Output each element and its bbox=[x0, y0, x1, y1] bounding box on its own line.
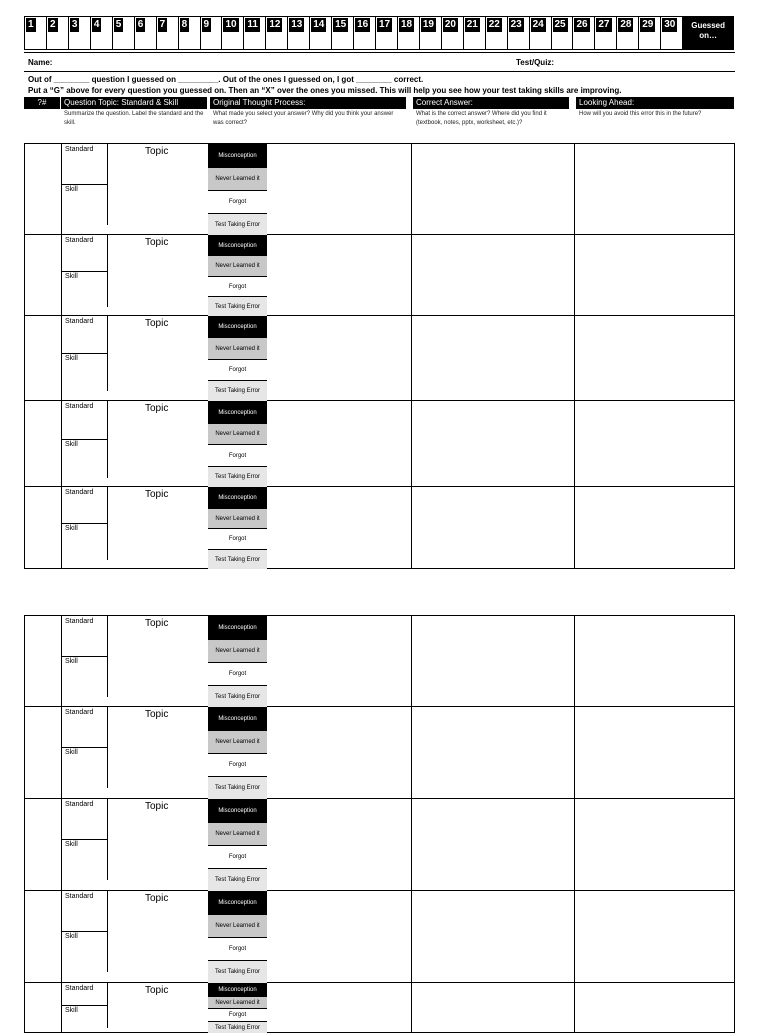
name-label: Name: bbox=[28, 58, 53, 67]
column-divider bbox=[61, 401, 62, 486]
cell-divider bbox=[61, 839, 107, 840]
error-type-never-learned-it[interactable]: Never Learned it bbox=[208, 730, 267, 753]
question-number-cell[interactable] bbox=[310, 17, 332, 49]
question-number: 5 bbox=[115, 19, 122, 30]
question-number: 19 bbox=[422, 19, 434, 30]
error-type-forgot[interactable]: Forgot bbox=[208, 753, 267, 776]
guessed-on-cell bbox=[683, 17, 733, 49]
topic-label: Topic bbox=[145, 489, 169, 500]
skill-label: Skill bbox=[65, 186, 78, 193]
question-number: 9 bbox=[203, 19, 210, 30]
cell-divider bbox=[107, 523, 108, 560]
error-type-test-taking-error[interactable]: Test Taking Error bbox=[208, 466, 267, 487]
question-row bbox=[24, 235, 735, 316]
error-type-test-taking-error[interactable]: Test Taking Error bbox=[208, 296, 267, 316]
question-number-cell[interactable] bbox=[508, 17, 530, 49]
topic-label: Topic bbox=[145, 403, 169, 414]
column-divider bbox=[61, 144, 62, 234]
question-number: 28 bbox=[620, 19, 632, 30]
cell-divider bbox=[107, 235, 108, 271]
question-row bbox=[24, 143, 735, 235]
column-divider bbox=[574, 616, 575, 706]
question-row bbox=[24, 487, 735, 569]
question-number: 11 bbox=[247, 19, 258, 30]
column-title: Question Topic: Standard & Skill bbox=[61, 97, 207, 109]
error-type-test-taking-error[interactable]: Test Taking Error bbox=[208, 549, 267, 569]
question-number: 21 bbox=[466, 19, 478, 30]
cell-divider bbox=[61, 931, 107, 932]
standard-label: Standard bbox=[65, 985, 94, 992]
column-divider bbox=[574, 707, 575, 798]
cell-divider bbox=[107, 799, 108, 839]
guessed-on-label: Guessed on… bbox=[691, 21, 726, 40]
column-divider bbox=[574, 235, 575, 315]
standard-label: Standard bbox=[65, 709, 94, 716]
skill-label: Skill bbox=[65, 658, 78, 665]
column-title: Original Thought Process: bbox=[210, 97, 406, 109]
standard-label: Standard bbox=[65, 489, 94, 496]
question-number-cell[interactable] bbox=[639, 17, 661, 49]
question-number-cell[interactable] bbox=[91, 17, 113, 49]
question-number-cell[interactable] bbox=[266, 17, 288, 49]
column-title: ?# bbox=[24, 97, 60, 109]
column-divider bbox=[411, 983, 412, 1032]
question-number: 14 bbox=[313, 19, 325, 30]
question-number-cell[interactable] bbox=[552, 17, 574, 49]
question-number-cell[interactable] bbox=[595, 17, 617, 49]
column-divider bbox=[61, 487, 62, 568]
question-number: 3 bbox=[71, 19, 78, 30]
cell-divider bbox=[107, 487, 108, 523]
column-divider bbox=[411, 707, 412, 798]
skill-label: Skill bbox=[65, 273, 78, 280]
question-number-cell[interactable] bbox=[354, 17, 376, 49]
cell-divider bbox=[107, 983, 108, 1005]
question-number: 25 bbox=[554, 19, 566, 30]
skill-label: Skill bbox=[65, 933, 78, 940]
question-number: 1 bbox=[28, 19, 34, 30]
question-row bbox=[24, 707, 735, 799]
column-divider bbox=[411, 144, 412, 234]
question-number: 2 bbox=[49, 19, 56, 30]
question-number: 7 bbox=[159, 19, 166, 30]
cell-divider bbox=[107, 656, 108, 697]
question-number: 24 bbox=[532, 19, 544, 30]
cell-divider bbox=[107, 891, 108, 931]
question-number: 15 bbox=[335, 19, 347, 30]
question-number-cell[interactable] bbox=[222, 17, 244, 49]
standard-label: Standard bbox=[65, 146, 94, 153]
standard-label: Standard bbox=[65, 618, 94, 625]
question-number-cell[interactable] bbox=[288, 17, 310, 49]
column-divider bbox=[411, 799, 412, 890]
topic-label: Topic bbox=[145, 318, 169, 329]
column-divider bbox=[574, 983, 575, 1032]
skill-label: Skill bbox=[65, 355, 78, 362]
question-number: 26 bbox=[576, 19, 588, 30]
topic-label: Topic bbox=[145, 985, 169, 996]
column-subtitle: How will you avoid this error this in the future? bbox=[579, 111, 702, 117]
cell-divider bbox=[107, 707, 108, 747]
question-number: 6 bbox=[137, 19, 144, 30]
error-type-forgot[interactable]: Forgot bbox=[208, 1008, 267, 1021]
cell-divider bbox=[107, 1005, 108, 1028]
topic-label: Topic bbox=[145, 709, 169, 720]
column-divider bbox=[574, 316, 575, 400]
error-type-never-learned-it[interactable]: Never Learned it bbox=[208, 423, 267, 444]
divider bbox=[24, 52, 735, 53]
question-number-cell[interactable] bbox=[113, 17, 135, 49]
error-type-never-learned-it[interactable]: Never Learned it bbox=[208, 996, 267, 1008]
cell-divider bbox=[107, 184, 108, 225]
question-number-cell[interactable] bbox=[573, 17, 595, 49]
question-number-cell[interactable] bbox=[179, 17, 201, 49]
error-type-misconception[interactable]: Misconception bbox=[208, 487, 267, 508]
error-type-misconception[interactable]: Misconception bbox=[208, 799, 267, 822]
cell-divider bbox=[107, 401, 108, 439]
question-number: 13 bbox=[291, 19, 303, 30]
cell-divider bbox=[61, 1005, 107, 1006]
question-row bbox=[24, 983, 735, 1033]
cell-divider bbox=[107, 353, 108, 391]
column-header-number bbox=[24, 97, 60, 143]
instruction-guess-count: Out of ________ question I guessed on _________. Out of the ones I guessed on, I got ________ correct. bbox=[28, 75, 424, 84]
question-number-cell[interactable] bbox=[661, 17, 683, 49]
error-type-misconception[interactable]: Misconception bbox=[208, 144, 267, 167]
standard-label: Standard bbox=[65, 801, 94, 808]
column-divider bbox=[61, 983, 62, 1032]
question-number-cell[interactable] bbox=[464, 17, 486, 49]
column-divider bbox=[411, 401, 412, 486]
standard-label: Standard bbox=[65, 893, 94, 900]
column-header-thought bbox=[210, 97, 406, 143]
cell-divider bbox=[61, 184, 107, 185]
error-type-never-learned-it[interactable]: Never Learned it bbox=[208, 914, 267, 937]
cell-divider bbox=[61, 271, 107, 272]
question-row bbox=[24, 891, 735, 983]
skill-label: Skill bbox=[65, 841, 78, 848]
error-type-test-taking-error[interactable]: Test Taking Error bbox=[208, 685, 267, 708]
question-number-cell[interactable] bbox=[420, 17, 442, 49]
question-number: 30 bbox=[664, 19, 676, 30]
error-type-misconception[interactable]: Misconception bbox=[208, 983, 267, 996]
error-type-test-taking-error[interactable]: Test Taking Error bbox=[208, 960, 267, 983]
error-type-test-taking-error[interactable]: Test Taking Error bbox=[208, 776, 267, 799]
error-type-forgot[interactable]: Forgot bbox=[208, 662, 267, 685]
error-type-never-learned-it[interactable]: Never Learned it bbox=[208, 337, 267, 359]
column-subtitle: What made you select your answer? Why did you think your answer was correct? bbox=[213, 111, 394, 126]
column-title: Correct Answer: bbox=[413, 97, 569, 109]
skill-label: Skill bbox=[65, 1007, 78, 1014]
column-divider bbox=[411, 235, 412, 315]
divider bbox=[24, 71, 735, 72]
error-type-forgot[interactable]: Forgot bbox=[208, 276, 267, 296]
question-number-cell[interactable] bbox=[157, 17, 179, 49]
question-number-strip bbox=[24, 16, 734, 50]
error-type-test-taking-error[interactable]: Test Taking Error bbox=[208, 1021, 267, 1033]
question-row bbox=[24, 615, 735, 707]
topic-label: Topic bbox=[145, 618, 169, 629]
question-number-cell[interactable] bbox=[47, 17, 69, 49]
cell-divider bbox=[61, 523, 107, 524]
question-number: 18 bbox=[400, 19, 413, 30]
column-divider bbox=[411, 616, 412, 706]
topic-label: Topic bbox=[145, 893, 169, 904]
standard-label: Standard bbox=[65, 403, 94, 410]
question-number-cell[interactable] bbox=[135, 17, 157, 49]
question-row bbox=[24, 316, 735, 401]
topic-label: Topic bbox=[145, 237, 169, 248]
error-type-never-learned-it[interactable]: Never Learned it bbox=[208, 822, 267, 845]
question-number-cell[interactable] bbox=[376, 17, 398, 49]
question-number-cell[interactable] bbox=[442, 17, 464, 49]
question-row bbox=[24, 799, 735, 891]
column-header-ahead bbox=[576, 97, 734, 143]
instruction-mark-questions: Put a “G” above for every question you guessed on. Then an “X” over the ones you missed. This will help you see how your test taking skills are improving. bbox=[28, 86, 622, 95]
column-divider bbox=[574, 144, 575, 234]
error-type-never-learned-it[interactable]: Never Learned it bbox=[208, 255, 267, 276]
question-number-cell[interactable] bbox=[201, 17, 223, 49]
question-number: 23 bbox=[510, 19, 522, 30]
error-type-test-taking-error[interactable]: Test Taking Error bbox=[208, 868, 267, 891]
column-divider bbox=[411, 316, 412, 400]
question-number-cell[interactable] bbox=[69, 17, 91, 49]
column-divider bbox=[61, 316, 62, 400]
standard-label: Standard bbox=[65, 318, 94, 325]
error-type-misconception[interactable]: Misconception bbox=[208, 891, 267, 914]
error-type-forgot[interactable]: Forgot bbox=[208, 444, 267, 466]
skill-label: Skill bbox=[65, 749, 78, 756]
question-number-cell[interactable] bbox=[332, 17, 354, 49]
question-number: 4 bbox=[93, 19, 100, 30]
question-number-cell[interactable] bbox=[617, 17, 639, 49]
column-header-topic bbox=[61, 97, 207, 143]
error-type-forgot[interactable]: Forgot bbox=[208, 528, 267, 549]
topic-label: Topic bbox=[145, 801, 169, 812]
error-type-forgot[interactable]: Forgot bbox=[208, 190, 267, 213]
error-type-misconception[interactable]: Misconception bbox=[208, 707, 267, 730]
column-divider bbox=[61, 616, 62, 706]
question-number: 8 bbox=[181, 19, 188, 30]
column-divider bbox=[61, 235, 62, 315]
column-subtitle: Summarize the question. Label the standard and the skill. bbox=[64, 111, 204, 126]
cell-divider bbox=[61, 353, 107, 354]
topic-label: Topic bbox=[145, 146, 169, 157]
question-number: 10 bbox=[225, 19, 237, 30]
column-subtitle: What is the correct answer? Where did you find it (textbook, notes, pptx, worksheet, etc.)? bbox=[416, 111, 547, 126]
column-divider bbox=[574, 891, 575, 982]
column-divider bbox=[574, 799, 575, 890]
question-number: 29 bbox=[642, 19, 654, 30]
column-header-correct bbox=[413, 97, 569, 143]
question-row bbox=[24, 401, 735, 487]
cell-divider bbox=[107, 271, 108, 307]
cell-divider bbox=[107, 931, 108, 972]
question-number-cell[interactable] bbox=[486, 17, 508, 49]
question-number: 27 bbox=[598, 19, 610, 30]
error-type-forgot[interactable]: Forgot bbox=[208, 359, 267, 380]
column-divider bbox=[574, 487, 575, 568]
cell-divider bbox=[107, 144, 108, 184]
cell-divider bbox=[61, 439, 107, 440]
cell-divider bbox=[107, 747, 108, 788]
error-type-never-learned-it[interactable]: Never Learned it bbox=[208, 639, 267, 662]
error-type-never-learned-it[interactable]: Never Learned it bbox=[208, 167, 267, 190]
question-number: 16 bbox=[357, 19, 369, 30]
column-divider bbox=[574, 401, 575, 486]
question-number-cell[interactable] bbox=[25, 17, 47, 49]
cell-divider bbox=[61, 656, 107, 657]
standard-label: Standard bbox=[65, 237, 94, 244]
question-number-cell[interactable] bbox=[530, 17, 552, 49]
question-number-cell[interactable] bbox=[398, 17, 420, 49]
question-number: 12 bbox=[269, 19, 281, 30]
error-type-forgot[interactable]: Forgot bbox=[208, 937, 267, 960]
error-type-misconception[interactable]: Misconception bbox=[208, 401, 267, 423]
column-divider bbox=[61, 707, 62, 798]
error-type-misconception[interactable]: Misconception bbox=[208, 316, 267, 337]
column-title: Looking Ahead: bbox=[576, 97, 734, 109]
question-number: 17 bbox=[379, 19, 391, 30]
cell-divider bbox=[107, 616, 108, 656]
column-divider bbox=[61, 891, 62, 982]
question-number: 20 bbox=[444, 19, 456, 30]
test-quiz-label: Test/Quiz: bbox=[516, 58, 555, 67]
column-divider bbox=[61, 799, 62, 890]
cell-divider bbox=[107, 316, 108, 353]
skill-label: Skill bbox=[65, 441, 78, 448]
error-type-test-taking-error[interactable]: Test Taking Error bbox=[208, 213, 267, 236]
error-type-misconception[interactable]: Misconception bbox=[208, 616, 267, 639]
question-number: 22 bbox=[488, 19, 500, 30]
question-number-cell[interactable] bbox=[244, 17, 266, 49]
error-type-never-learned-it[interactable]: Never Learned it bbox=[208, 508, 267, 528]
cell-divider bbox=[61, 747, 107, 748]
error-type-test-taking-error[interactable]: Test Taking Error bbox=[208, 380, 267, 401]
cell-divider bbox=[107, 839, 108, 880]
skill-label: Skill bbox=[65, 525, 78, 532]
cell-divider bbox=[107, 439, 108, 478]
column-divider bbox=[411, 891, 412, 982]
column-divider bbox=[411, 487, 412, 568]
error-type-misconception[interactable]: Misconception bbox=[208, 235, 267, 255]
error-type-forgot[interactable]: Forgot bbox=[208, 845, 267, 868]
